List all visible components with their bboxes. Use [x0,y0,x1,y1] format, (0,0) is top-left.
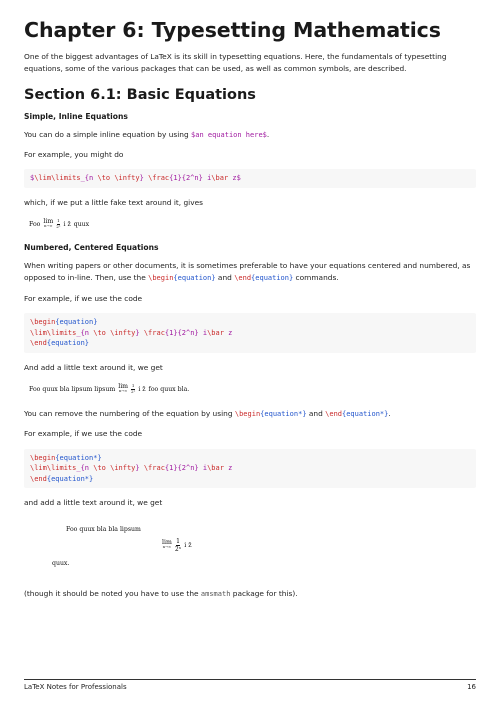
code-block-inline: $\lim\limits_{n \to \infty} \frac{1}{2^n} i\bar z$ [24,169,476,188]
example-intro-1: For example, you might do [24,149,124,159]
intro-paragraph: One of the biggest advantages of LaTeX is its skill in typesetting equations. Here, the fundamentals of typesetting equations, some of the various packages that can be used, as well as common symbols, are described. [24,52,447,74]
page-number: 16 [467,683,476,691]
chapter-title: Chapter 6: Typesetting Mathematics [24,18,441,42]
math-render-2: Foo quux bla lipsum lipsum lim n→∞ $\frac{1}{\text{2ⁿ}}$ i z̄ foo quux bla. [29,383,190,394]
code-block-equation: \begin{equation} \lim\limits_{n \to \infty} \frac{1}{2^n} i\bar z \end{equation} [24,313,476,353]
numbered-paragraph: When writing papers or other documents, it is sometimes preferable to have your equations centered and numbered, as opposed to in-line. Then, use the \begin{equation} and \end{equation} commands. [24,261,471,283]
example-intro-2: For example, if we use the code [24,293,143,303]
math-render-3: Foo quux bla bla lipsum lim n→∞ $\frac{1}{\text{2ⁿ}}$ i z̄ quux. [52,525,192,567]
subsection-numbered-title: Numbered, Centered Equations [24,243,159,253]
example-intro-3: For example, if we use the code [24,429,143,439]
code-block-equation-star: \begin{equation*} \lim\limits_{n \to \infty} \frac{1}{2^n} i\bar z \end{equation*} [24,449,476,489]
package-name: amsmath [200,589,231,598]
page-footer [24,679,476,691]
result-intro-2: And add a little text around it, we get [24,362,163,372]
unnumbered-paragraph: You can remove the numbering of the equation by using \begin{equation*} and \end{equation*}. [24,409,391,419]
result-intro-1: which, if we put a little fake text around it, gives [24,197,204,207]
footer-book-title: LaTeX Notes for Professionals [24,683,127,691]
math-render-1: Foo lim n→∞ $\frac{1}{\text{2ⁿ}}$ i z̄ quux [29,218,90,229]
inline-code-example: $an equation here$ [191,130,267,139]
result-intro-3: and add a little text around it, we get [24,498,163,508]
subsection-inline-title: Simple, Inline Equations [24,111,128,121]
section-title: Section 6.1: Basic Equations [24,86,256,103]
inline-paragraph: You can do a simple inline equation by using $an equation here$. [24,129,270,139]
amsmath-note: (though it should be noted you have to use the amsmath package for this). [24,588,298,598]
